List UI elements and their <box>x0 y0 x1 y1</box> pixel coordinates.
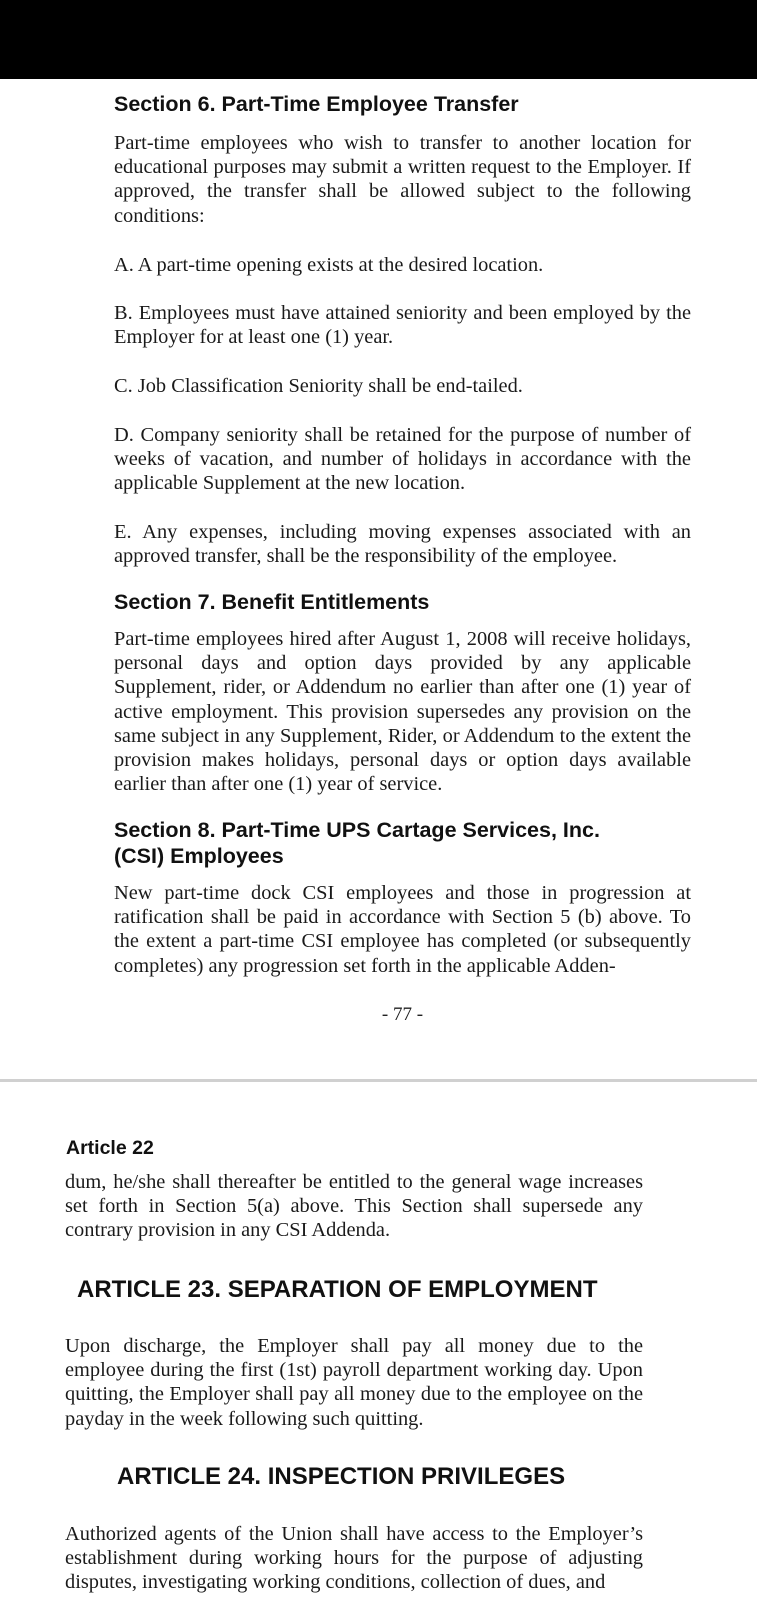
article-23-body: Upon discharge, the Employer shall pay all money due to the employee during the first (1st) payroll department working day. Upon quitting, the Employer shall pay all money due to the employee on the payday in the week following such quitting. <box>65 1335 643 1430</box>
condition-c: C. Job Classification Seniority shall be end-tailed. <box>114 375 523 397</box>
section-6-intro: Part-time employees who wish to transfer to another location for educational purposes may submit a written request to the Employer. If approved, the transfer shall be allowed subject to the following conditions: <box>114 132 691 227</box>
section-6-heading: Section 6. Part-Time Employee Transfer <box>114 92 519 116</box>
article-23-heading: ARTICLE 23. SEPARATION OF EMPLOYMENT <box>77 1276 598 1303</box>
page-divider <box>0 1079 757 1082</box>
section-8-body: New part-time dock CSI employees and those in progression at ratification shall be paid in accordance with Section 5 (b) above. To the extent a part-time CSI employee has completed (or subsequently completes) any progression set forth in the applicable Adden- <box>114 882 691 977</box>
running-head: Article 22 <box>66 1137 154 1159</box>
continuation-paragraph: dum, he/she shall thereafter be entitled to the general wage increases set forth in Section 5(a) above. This Section shall supersede any contrary provision in any CSI Addenda. <box>65 1171 643 1242</box>
condition-a: A. A part-time opening exists at the desired location. <box>114 254 544 276</box>
top-black-bar <box>0 0 757 79</box>
article-24-body: Authorized agents of the Union shall have access to the Employer’s establishment during working hours for the purpose of adjusting disputes, investigating working conditions, collection of dues, and <box>65 1523 643 1594</box>
condition-e: E. Any expenses, including moving expenses associated with an approved transfer, shall be the responsibility of the employee. <box>114 521 691 568</box>
section-8-heading-line-1: Section 8. Part-Time UPS Cartage Services, Inc. <box>114 818 600 842</box>
condition-b: B. Employees must have attained seniority and been employed by the Employer for at least one (1) year. <box>114 302 691 349</box>
condition-d: D. Company seniority shall be retained for the purpose of number of weeks of vacation, and number of holidays in accordance with the applicable Supplement at the new location. <box>114 424 691 495</box>
article-24-heading: ARTICLE 24. INSPECTION PRIVILEGES <box>117 1463 566 1490</box>
page-number: - 77 - <box>381 1004 424 1025</box>
section-7-heading: Section 7. Benefit Entitlements <box>114 590 430 614</box>
section-7-body: Part-time employees hired after August 1, 2008 will receive holidays, personal days and option days provided by any applicable Supplement, rider, or Addendum no earlier than after one (1) year of active employment. This provision supersedes any provision on the same subject in any Supplement, Rider, or Addendum to the extent the provision makes holidays, personal days or option days available earlier than after one (1) year of service. <box>114 628 691 796</box>
section-8-heading-line-2: (CSI) Employees <box>114 844 284 868</box>
